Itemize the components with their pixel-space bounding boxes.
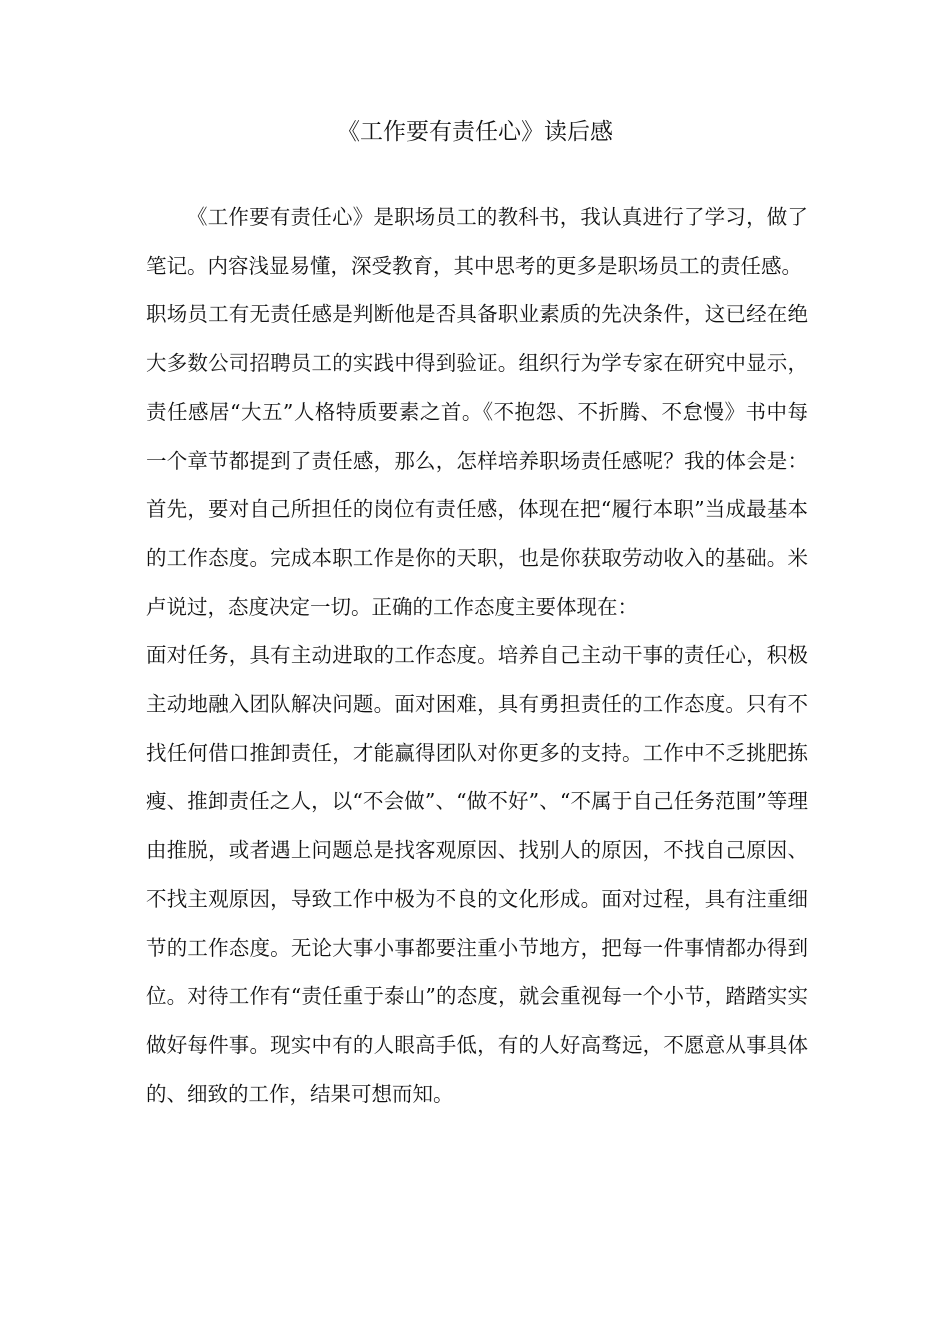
paragraph: 职场员工有无责任感是判断他是否具备职业素质的先决条件，这已经在绝大多数公司招聘员工的实践中得到验证。组织行为学专家在研究中显示，责任感居“大五”人格特质要素之首。《不抱怨、不折腾、不怠慢》书中每一个章节都提到了责任感，那么，怎样培养职场责任感呢？我的体会是：首先，要对自己所担任的岗位有责任感，体现在把“履行本职”当成最基本的工作态度。完成本职工作是你的天职，也是你获取劳动收入的基础。米卢说过，态度决定一切。正确的工作态度主要体现在： [146, 302, 808, 619]
paragraph: 《工作要有责任心》是职场员工的教科书，我认真进行了学习，做了笔记。内容浅显易懂，深受教育，其中思考的更多是职场员工的责任感。 [146, 205, 808, 278]
paragraph: 面对任务，具有主动进取的工作态度。培养自己主动干事的责任心，积极主动地融入团队解决问题。面对困难，具有勇担责任的工作态度。只有不找任何借口推卸责任，才能赢得团队对你更多的支持。工作中不乏挑肥拣瘦、推卸责任之人，以“不会做”、“做不好”、“不属于自己任务范围”等理由推脱，或者遇上问题总是找客观原因、找别人的原因，不找自己原因、不找主观原因，导致工作中极为不良的文化形成。面对过程，具有注重细节的工作态度。无论大事小事都要注重小节地方，把每一件事情都办得到位。对待工作有“责任重于泰山”的态度，就会重视每一个小节，踏踏实实做好每件事。现实中有的人眼高手低，有的人好高骛远，不愿意从事具体的、细致的工作，结果可想而知。 [146, 643, 808, 1106]
document-title: 《工作要有责任心》读后感 [337, 119, 613, 145]
document-body [146, 193, 808, 1118]
